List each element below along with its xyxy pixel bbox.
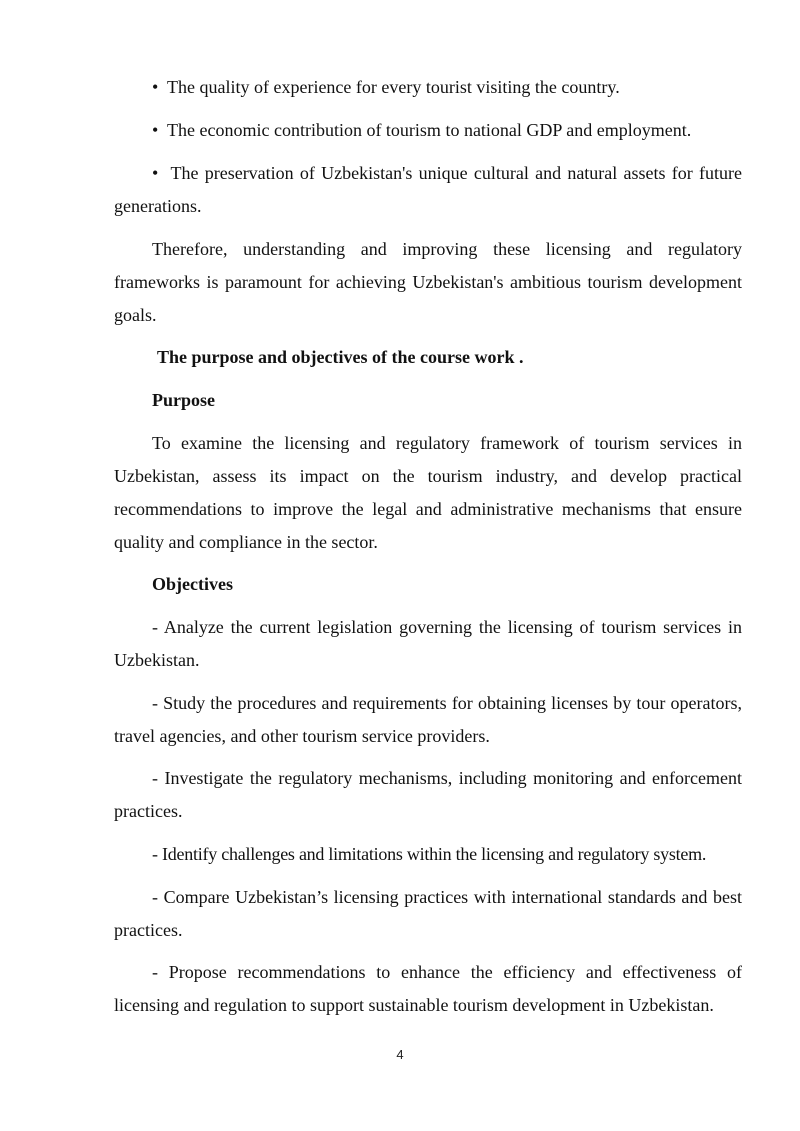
bullet-item — [114, 157, 742, 223]
bullet-symbol: • — [152, 77, 159, 97]
objective-item: - Identify challenges and limitations within the licensing and regulatory system. — [152, 844, 707, 864]
page-number: 4 — [396, 1047, 404, 1062]
objectives-heading: Objectives — [152, 574, 233, 594]
bullet-item — [114, 71, 742, 104]
objective-item: - Propose recommendations to enhance the efficiency and effectiveness of licensing and regulation to support sustainable tourism development in Uzbekistan. — [114, 962, 742, 1015]
objective-item: - Analyze the current legislation governing the licensing of tourism services in Uzbekistan. — [114, 617, 742, 670]
bullet-item — [114, 114, 742, 147]
bullet-symbol: • — [152, 120, 159, 140]
objective-item: - Investigate the regulatory mechanisms, including monitoring and enforcement practices. — [114, 768, 742, 821]
objective-item: - Compare Uzbekistan’s licensing practices with international standards and best practices. — [114, 887, 742, 940]
purpose-heading: Purpose — [152, 390, 215, 410]
document-page — [114, 0, 742, 1131]
section-heading: The purpose and objectives of the course work . — [157, 347, 524, 367]
purpose-paragraph: To examine the licensing and regulatory framework of tourism services in Uzbekistan, assess its impact on the tourism industry, and develop practical recommendations to improve the legal and administrative mechanisms that ensure quality and compliance in the sector. — [114, 433, 742, 552]
bullet-text: The economic contribution of tourism to national GDP and employment. — [167, 120, 692, 140]
bullet-symbol: • — [152, 163, 159, 183]
objective-item: - Study the procedures and requirements for obtaining licenses by tour operators, travel agencies, and other tourism service providers. — [114, 693, 742, 746]
bullet-text: The preservation of Uzbekistan's unique cultural and natural assets for future generations. — [114, 163, 742, 216]
conclusion-paragraph: Therefore, understanding and improving these licensing and regulatory frameworks is paramount for achieving Uzbekistan's ambitious tourism development goals. — [114, 239, 742, 325]
bullet-text: The quality of experience for every tourist visiting the country. — [167, 77, 620, 97]
